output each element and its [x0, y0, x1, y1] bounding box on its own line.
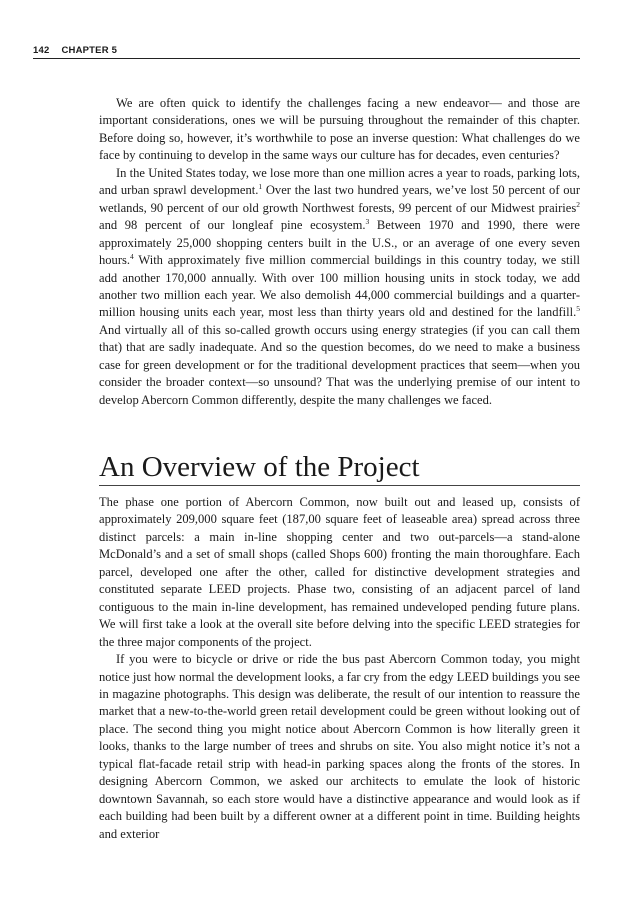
- footnote-ref-3: 3: [365, 217, 370, 227]
- text-run: Over the last two hundred years, we’ve lost 50 percent of our wetlands, 90 percent of our old growth Northwest forests, 99 percent of our Midwest prairies: [99, 183, 580, 215]
- overview-text: [99, 494, 580, 843]
- footnote-ref-2: 2: [576, 199, 580, 209]
- text-run: and 98 percent of our longleaf pine ecosystem.: [99, 218, 366, 233]
- footnote-ref-1: 1: [258, 182, 263, 192]
- footnote-ref-5: 5: [576, 304, 580, 314]
- text-run: And virtually all of this so-called growth occurs using energy strategies (if you can call them that) that are sadly inadequate. And so the question becomes, do we need to make a business case for green development or for the traditional development practices that seem—when you consider the broader context—so unsound? That was the underlying premise of our intent to develop Abercorn Common differently, despite the many challenges we faced.: [99, 322, 580, 407]
- text-run: Between 1970 and 1990, there were approximately 25,000 shopping centers built in the U.S., or an average of one every seven hours.: [99, 218, 581, 268]
- footnote-ref-4: 4: [130, 252, 134, 262]
- overview-paragraph-2: If you were to bicycle or drive or ride the bus past Abercorn Common today, you might notice just how normal the development looks, a far cry from the edgy LEED buildings you see in magazine photographs. This design was deliberate, the result of our intention to reassure the market that a new-to-the-world green retail development could be green without looking out of place. The second thing you might notice about Abercorn Common is how literally green it looks, thanks to the large number of trees and shrubs on site. You also might notice it’s not a typical flat-facade retail strip with head-in parking spaces along the fronts of the stores. In designing Abercorn Common, we asked our architects to emulate the look of historic downtown Savannah, so each store would have a distinctive appearance and would look as if each building had been built by a different owner at a different point in time. Building heights and exterior: [99, 652, 580, 841]
- intro-text: [99, 95, 580, 409]
- overview-paragraph-1: The phase one portion of Abercorn Common, now built out and leased up, consists of approximately 209,000 square feet (187,00 square feet of leaseable area) spread across three distinct parcels: a main in-line shopping center and two out-parcels—a stand-alone McDonald’s and a set of small shops (called Shops 600) fronting the main thoroughfare. Each parcel, developed one after the other, called for distinctive development strategies and constituted separate LEED projects. Phase two, consisting of an adjacent parcel of land contiguous to the main in-line development, has remained undeveloped pending future plans. We will first take a look at the overall site before delving into the specific LEED strategies for the three major components of the project.: [99, 495, 580, 649]
- section-heading: An Overview of the Project: [99, 449, 580, 486]
- running-head: [33, 44, 580, 59]
- intro-paragraph-2: [99, 165, 580, 409]
- text-run: With approximately five million commercial buildings in this country today, we still add another 170,000 annually. With over 100 million housing units in stock today, we add another two million each year. We also demolish 44,000 commercial buildings and a quarter-million housing units each year, most less than thirty years old and destined for the landfill.: [99, 253, 580, 320]
- text-run: In the United States today, we lose more than one million acres a year to roads, parking lots, and urban sprawl development.: [99, 165, 580, 198]
- intro-paragraph-1: We are often quick to identify the challenges facing a new endeavor— and those are important considerations, ones we will be pursuing throughout the remainder of this chapter. Before doing so, however, it’s worthwhile to pose an inverse question: What challenges do we face by continuing to develop in the same ways our culture has for decades, even centuries?: [99, 96, 580, 163]
- page-number: 142: [33, 45, 50, 56]
- chapter-label: CHAPTER 5: [61, 45, 118, 56]
